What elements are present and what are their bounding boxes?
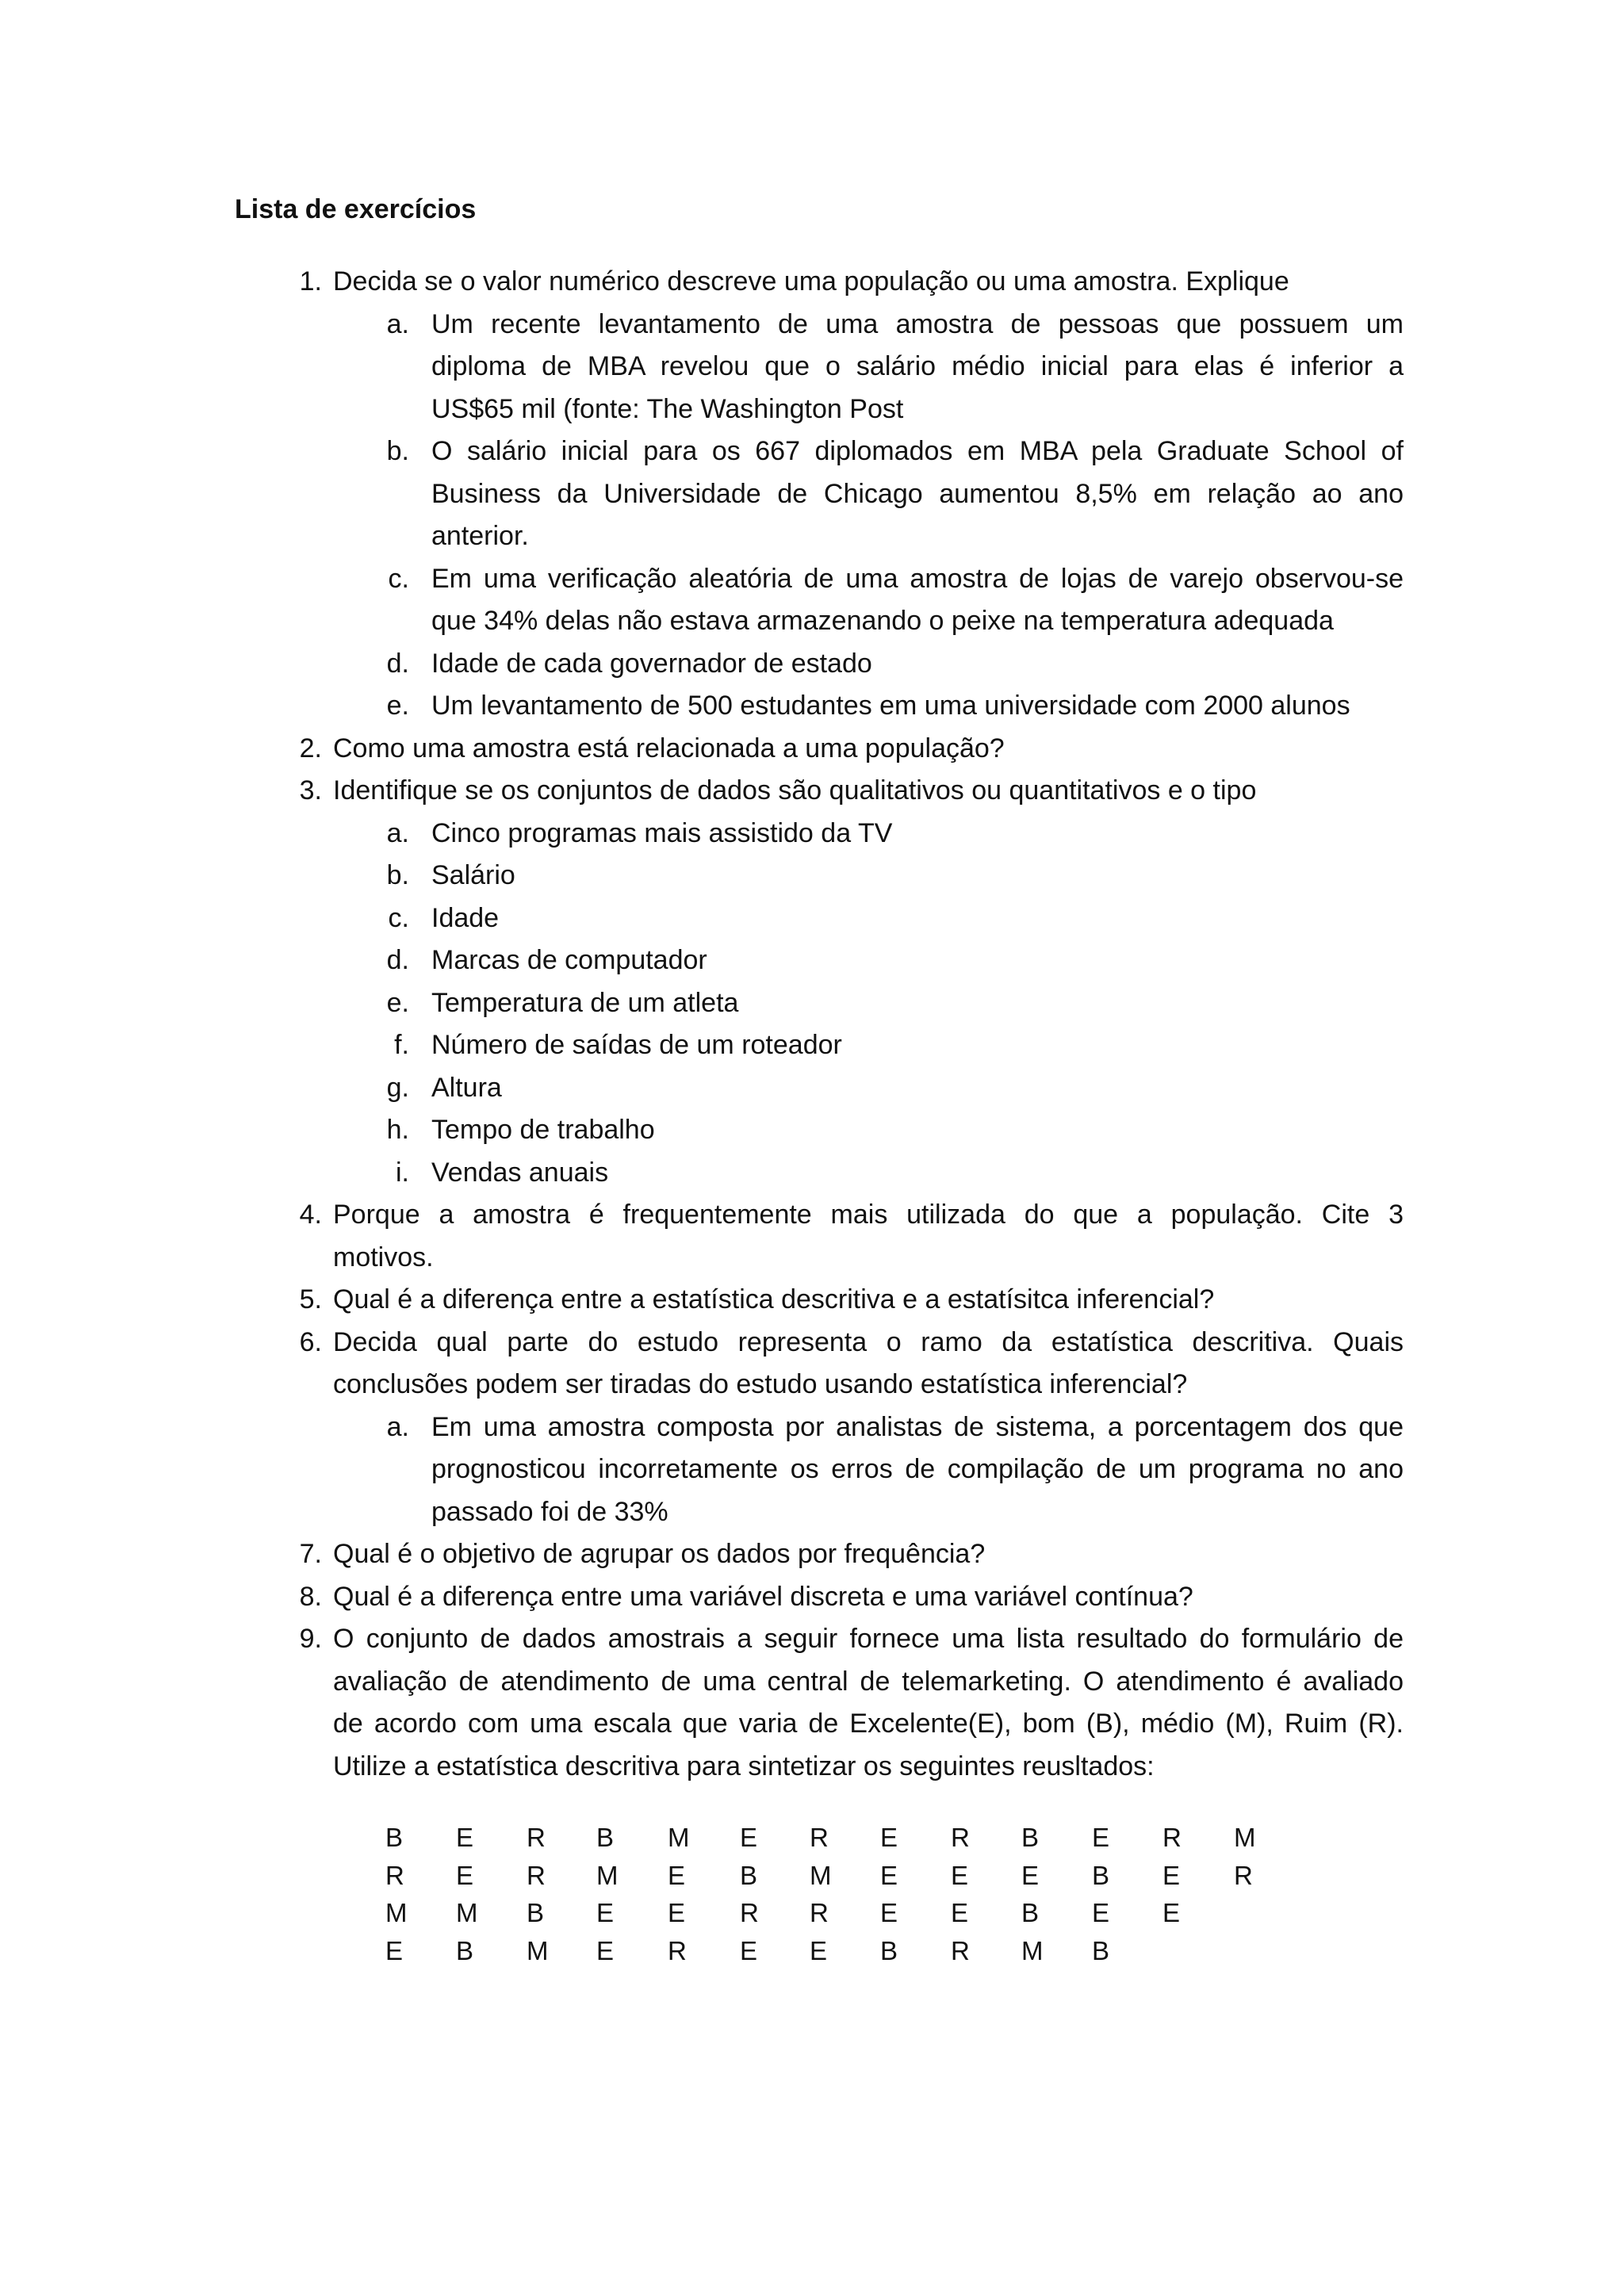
sub-item-text (431, 643, 1404, 686)
data-cell: E (740, 1935, 758, 1965)
sub-item-text (431, 1406, 1404, 1534)
data-cell: R (527, 1823, 546, 1852)
document-title: Lista de exercícios (235, 194, 477, 224)
data-cell: M (668, 1823, 690, 1852)
data-cell: M (1021, 1935, 1044, 1965)
sub-item-text (431, 558, 1404, 643)
sub-item-letter: d. (386, 945, 409, 975)
sub-item-text (431, 982, 1404, 1025)
sub-item-text (431, 304, 1404, 431)
text-line: Utilize a estatística descritiva para sintetizar os seguintes reusltados: (333, 1751, 1155, 1781)
sub-item-letter: a. (386, 1411, 409, 1442)
exercise-number: 4. (299, 1200, 322, 1230)
exercise-text (333, 728, 1404, 771)
data-cell: B (527, 1898, 545, 1927)
text-line: O salário inicial para os 667 diplomados em MBA pela Graduate School of (431, 436, 1404, 466)
sub-item-letter: a. (386, 817, 409, 848)
text-line: Porque a amostra é frequentemente mais utilizada do que a população. Cite 3 (333, 1200, 1404, 1230)
exercise-text (333, 1279, 1404, 1322)
data-cell: E (880, 1823, 898, 1852)
text-line: prognosticou incorretamente os erros de compilação de um programa no ano (431, 1454, 1404, 1484)
text-line: Identifique se os conjuntos de dados são qualitativos ou quantitativos e o tipo (333, 775, 1257, 806)
text-line: Qual é a diferença entre a estatística descritiva e a estatísitca inferencial? (333, 1284, 1215, 1314)
exercise-number: 5. (299, 1284, 322, 1314)
exercise-number: 7. (299, 1539, 322, 1569)
text-line: Decida qual parte do estudo representa o ramo da estatística descritiva. Quais (333, 1326, 1404, 1357)
exercise-number: 3. (299, 775, 322, 806)
text-line: Qual é a diferença entre uma variável discreta e uma variável contínua? (333, 1581, 1193, 1612)
text-line: O conjunto de dados amostrais a seguir fornece uma lista resultado do formulário de (333, 1624, 1404, 1654)
sub-item-letter: e. (386, 987, 409, 1018)
data-cell: M (810, 1860, 832, 1890)
text-line: Business da Universidade de Chicago aumentou 8,5% em relação ao ano (431, 478, 1404, 509)
exercise-number: 2. (299, 733, 322, 763)
text-line: Idade (431, 902, 500, 933)
data-cell: M (527, 1935, 549, 1965)
data-cell: R (385, 1860, 404, 1890)
data-cell: B (596, 1823, 615, 1852)
exercise-text (333, 1576, 1404, 1619)
data-cell: E (1092, 1823, 1110, 1852)
data-cell: E (880, 1860, 898, 1890)
text-line: Um levantamento de 500 estudantes em uma universidade com 2000 alunos (431, 691, 1350, 721)
data-cell: E (385, 1935, 404, 1965)
sub-item-text (431, 1067, 1404, 1110)
sub-item-letter: g. (386, 1072, 409, 1103)
sub-item-letter: a. (386, 308, 409, 339)
data-cell: B (385, 1823, 404, 1852)
exercise-text (333, 1618, 1404, 1788)
text-line: Vendas anuais (431, 1157, 609, 1188)
data-cell: M (456, 1898, 478, 1927)
text-line: US$65 mil (fonte: The Washington Post (431, 393, 904, 424)
sub-item-text (431, 1109, 1404, 1152)
sub-item-text (431, 430, 1404, 558)
text-line: anterior. (431, 521, 529, 551)
data-cell: E (456, 1860, 474, 1890)
data-cell: E (951, 1898, 969, 1927)
sub-item-letter: i. (396, 1157, 409, 1188)
sub-item-text (431, 685, 1404, 728)
sub-item-text (431, 1024, 1404, 1067)
data-cell: R (1162, 1823, 1182, 1852)
data-cell: B (1021, 1823, 1040, 1852)
exercise-text (333, 1194, 1404, 1279)
sub-item-text (431, 939, 1404, 982)
data-cell: R (1234, 1860, 1253, 1890)
sub-item-letter: c. (388, 563, 409, 594)
text-line: de acordo com uma escala que varia de Excelente(E), bom (B), médio (M), Ruim (R). (333, 1709, 1404, 1739)
exercise-number: 9. (299, 1624, 322, 1654)
text-line: Temperatura de um atleta (431, 987, 739, 1018)
exercise-number: 6. (299, 1326, 322, 1357)
data-cell: R (527, 1860, 546, 1890)
text-line: Tempo de trabalho (431, 1115, 655, 1145)
data-cell: E (1092, 1898, 1110, 1927)
text-line: Em uma amostra composta por analistas de sistema, a porcentagem dos que (431, 1411, 1404, 1442)
sub-item-letter: f. (394, 1030, 409, 1060)
data-cell: R (668, 1935, 687, 1965)
text-line: Número de saídas de um roteador (431, 1030, 842, 1060)
data-cell: E (880, 1898, 898, 1927)
text-line: Marcas de computador (431, 945, 707, 975)
exercise-text (333, 261, 1404, 304)
exercise-text (333, 1322, 1404, 1406)
text-line: que 34% delas não estava armazenando o peixe na temperatura adequada (431, 606, 1334, 636)
data-cell: M (385, 1898, 408, 1927)
data-cell: R (810, 1898, 829, 1927)
exercise-number: 1. (299, 266, 322, 297)
sub-item-letter: e. (386, 691, 409, 721)
data-cell: R (951, 1935, 970, 1965)
sub-item-letter: b. (386, 860, 409, 890)
data-cell: R (951, 1823, 970, 1852)
text-line: Um recente levantamento de uma amostra de pessoas que possuem um (431, 308, 1404, 339)
text-line: passado foi de 33% (431, 1496, 668, 1527)
exercise-text (333, 1533, 1404, 1576)
data-cell: E (596, 1935, 615, 1965)
sub-item-letter: h. (386, 1115, 409, 1145)
text-line: Altura (431, 1072, 502, 1103)
data-cell: E (1162, 1898, 1181, 1927)
data-cell: B (880, 1935, 898, 1965)
text-line: motivos. (333, 1242, 434, 1272)
text-line: Decida se o valor numérico descreve uma população ou uma amostra. Explique (333, 266, 1289, 297)
data-cell: E (810, 1935, 828, 1965)
data-cell: B (740, 1860, 758, 1890)
text-line: Cinco programas mais assistido da TV (431, 817, 893, 848)
data-cell: B (1021, 1898, 1040, 1927)
sub-item-text (431, 813, 1404, 855)
text-line: Em uma verificação aleatória de uma amostra de lojas de varejo observou-se (431, 563, 1404, 594)
text-line: avaliação de atendimento de uma central de telemarketing. O atendimento é avaliado (333, 1666, 1404, 1697)
sub-item-text (431, 1152, 1404, 1195)
text-line: Idade de cada governador de estado (431, 648, 872, 679)
text-line: conclusões podem ser tiradas do estudo usando estatística inferencial? (333, 1369, 1188, 1399)
exercise-number: 8. (299, 1581, 322, 1612)
text-line: Qual é o objetivo de agrupar os dados por frequência? (333, 1539, 986, 1569)
data-cell: M (596, 1860, 619, 1890)
data-cell: E (596, 1898, 615, 1927)
sub-item-letter: d. (386, 648, 409, 679)
data-cell: B (1092, 1860, 1110, 1890)
sub-item-letter: c. (388, 902, 409, 933)
sub-item-letter: b. (386, 436, 409, 466)
text-line: Como uma amostra está relacionada a uma população? (333, 733, 1005, 763)
data-cell: B (1092, 1935, 1110, 1965)
data-cell: E (1162, 1860, 1181, 1890)
data-cell: E (668, 1898, 686, 1927)
sub-item-text (431, 855, 1404, 897)
data-cell: R (810, 1823, 829, 1852)
data-cell: B (456, 1935, 474, 1965)
data-cell: E (456, 1823, 474, 1852)
text-line: diploma de MBA revelou que o salário médio inicial para elas é inferior a (431, 351, 1404, 381)
data-cell: E (1021, 1860, 1040, 1890)
data-cell: M (1234, 1823, 1256, 1852)
data-cell: E (668, 1860, 686, 1890)
data-cell: E (740, 1823, 758, 1852)
exercise-text (333, 770, 1404, 813)
text-line: Salário (431, 860, 515, 890)
data-cell: E (951, 1860, 969, 1890)
sub-item-text (431, 897, 1404, 940)
data-cell: R (740, 1898, 759, 1927)
